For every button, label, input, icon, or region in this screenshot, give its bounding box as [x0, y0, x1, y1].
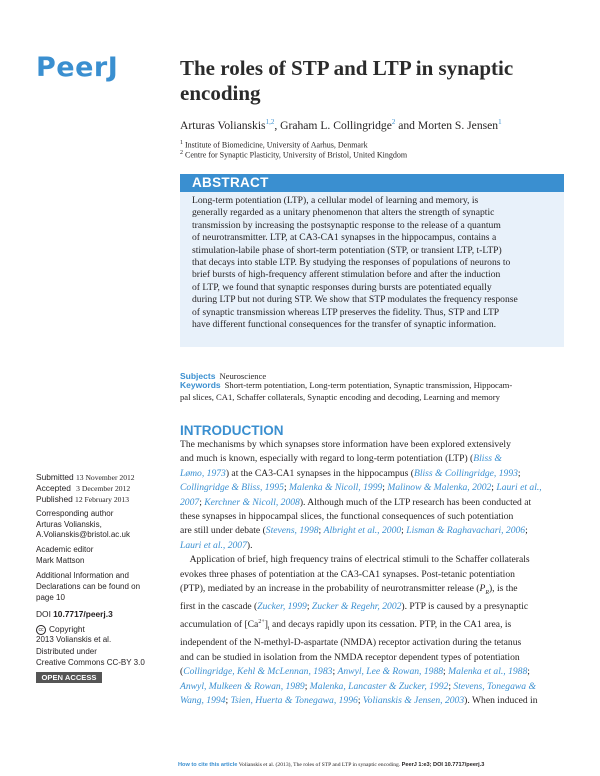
- additional-info-line[interactable]: Declarations can be found on: [36, 582, 141, 591]
- citation-link[interactable]: Zucker & Regehr, 2002: [311, 601, 402, 613]
- affil-sup: 2: [180, 150, 183, 156]
- citation-link[interactable]: Bliss &: [473, 453, 502, 465]
- citation-link[interactable]: Zucker, 1999: [257, 601, 307, 613]
- open-access-badge: OPEN ACCESS: [36, 672, 102, 683]
- abstract-line: Long-term potentiation (LTP), a cellular model of learning and memory, is: [192, 195, 479, 206]
- abstract-line: stimulation-labile phase of short-term potentiation (STP, or transient LTP, t-LTP): [192, 244, 502, 256]
- citation-link[interactable]: Malenka & Nicoll, 1999: [289, 482, 383, 494]
- citation-link[interactable]: Wang, 1994: [180, 694, 226, 706]
- abstract-text: [192, 195, 554, 331]
- author-list: Arturas Volianskis$^{1,2}$, Graham L. Collingridge$^2$ and Morten S. Jensen$^1$: [180, 118, 502, 132]
- academic-editor-label: Academic editor: [36, 545, 94, 554]
- license-line: Distributed under: [36, 647, 97, 656]
- doi: [36, 609, 113, 619]
- peerj-logo: PeerJ: [36, 52, 119, 83]
- academic-editor-name: Mark Mattson: [36, 556, 85, 565]
- citation-link[interactable]: Lømo, 1973: [180, 467, 226, 479]
- published-value: 12 February 2013: [75, 495, 130, 504]
- submitted-date: [36, 472, 135, 482]
- citation-link[interactable]: Malenka et al., 1988: [448, 666, 528, 678]
- copyright: [36, 624, 85, 635]
- citation-link[interactable]: Stevens, 1998: [265, 525, 319, 537]
- keywords-label: Keywords: [180, 380, 221, 390]
- published-date: [36, 494, 129, 504]
- keywords-line: pal slices, CA1, Schaffer collaterals, Synaptic encoding and decoding, Learning and memory: [180, 391, 500, 402]
- affiliation: [180, 140, 368, 150]
- published-label: Published: [36, 494, 73, 504]
- abstract-line: of synaptic transmission whereas LTP preserves the fidelity. Thus, STP and LTP: [192, 306, 500, 318]
- abstract-header: [180, 174, 564, 192]
- doi-label: DOI: [36, 609, 51, 619]
- corresponding-author-name: Arturas Volianskis,: [36, 520, 102, 529]
- author-affil-sup: 1: [498, 118, 502, 126]
- abstract-line: of neurotransmitter. LTP, at CA3-CA1 synapses in the hippocampus, contains a: [192, 232, 497, 244]
- abstract-line: have different functional consequences for the transfer of synaptic information.: [192, 319, 497, 331]
- additional-info-line[interactable]: page 10: [36, 593, 65, 602]
- accepted-value: 3 December 2012: [76, 484, 131, 493]
- author-name[interactable]: Graham L. Collingridge: [280, 118, 392, 132]
- affil-text: Centre for Synaptic Plasticity, University of Bristol, United Kingdom: [185, 150, 408, 160]
- citation-link[interactable]: Collingridge & Bliss, 1995: [180, 482, 284, 494]
- citation-link[interactable]: Collingridge, Kehl & McLennan, 1983: [183, 666, 333, 678]
- author-affil-sup: 2: [391, 118, 396, 126]
- submitted-value: 13 November 2012: [75, 473, 135, 482]
- citation-link[interactable]: Albright et al., 2000: [323, 525, 402, 537]
- copyright-label: Copyright: [49, 624, 85, 634]
- copyright-holders: 2013 Volianskis et al.: [36, 635, 112, 644]
- citation-link[interactable]: Malinow & Malenka, 2002: [387, 482, 492, 494]
- corresponding-author-email[interactable]: A.Volianskis@bristol.ac.uk: [36, 530, 130, 539]
- license-link[interactable]: Creative Commons CC-BY 3.0: [36, 658, 145, 667]
- cite-journal[interactable]: PeerJ 1:e3; DOI 10.7717/peerj.3: [401, 762, 485, 768]
- doi-value[interactable]: 10.7717/peerj.3: [53, 609, 113, 619]
- citation-link[interactable]: Lauri et al., 2007: [180, 539, 247, 551]
- abstract-line: that decays into stable LTP. By studying the responses of populations of neurons to: [192, 257, 511, 269]
- subjects-label: Subjects: [180, 371, 216, 381]
- cite-label: How to cite this article: [178, 762, 238, 768]
- citation-link[interactable]: 2007: [180, 496, 200, 508]
- subjects-value[interactable]: Neuroscience: [219, 371, 267, 381]
- citation-link[interactable]: Bliss & Collingridge, 1993: [413, 467, 518, 479]
- abstract-heading: ABSTRACT: [192, 175, 269, 190]
- citation-link[interactable]: Lauri et al.,: [496, 482, 542, 494]
- abstract-line: generally regarded as a unitary phenomenon that alters the strength of synaptic: [192, 207, 495, 219]
- page-footer: [178, 762, 484, 768]
- accepted-label: Accepted: [36, 483, 71, 493]
- abstract-line: during LTP but not during STP. We show that STP modulates the frequency response: [192, 294, 518, 306]
- affiliation: [180, 150, 407, 160]
- additional-info-line[interactable]: Additional Information and: [36, 571, 129, 580]
- abstract-line: transmission by increasing the postsynaptic response to the release of a quantum: [192, 219, 501, 231]
- submitted-label: Submitted: [36, 472, 74, 482]
- section-heading-introduction: INTRODUCTION: [180, 423, 284, 438]
- keywords: [180, 378, 564, 403]
- citation-link[interactable]: Tsien, Huerta & Tonegawa, 1996: [230, 694, 358, 706]
- affil-text: Institute of Biomedicine, University of Aarhus, Denmark: [185, 140, 368, 150]
- accepted-date: [36, 483, 130, 493]
- keywords-line: Short-term potentiation, Long-term potentiation, Synaptic transmission, Hippocam-: [224, 380, 513, 390]
- cite-text: Volianskis et al. (2013), The roles of STP and LTP in synaptic encoding.: [238, 762, 401, 768]
- citation-link[interactable]: Malenka, Lancaster & Zucker, 1992: [309, 680, 449, 692]
- corresponding-author-label: Corresponding author: [36, 509, 114, 518]
- article-title: The roles of STP and LTP in synaptic encoding: [180, 56, 514, 105]
- abstract-line: brief bursts of high-frequency afferent stimulation before and after the induction: [192, 269, 501, 281]
- copyright-cc-icon: cc: [36, 625, 46, 635]
- citation-link[interactable]: Lisman & Raghavachari, 2006: [406, 525, 526, 537]
- citation-link[interactable]: Anwyl, Lee & Rowan, 1988: [337, 666, 444, 678]
- citation-link[interactable]: Volianskis & Jensen, 2003: [362, 694, 465, 706]
- citation-link[interactable]: Stevens, Tonegawa &: [453, 680, 536, 692]
- abstract-line: of LTP, we found that synaptic responses during bursts are potentiated equally: [192, 281, 492, 293]
- citation-link[interactable]: Kerchner & Nicoll, 2008: [204, 496, 300, 508]
- citation-link[interactable]: Anwyl, Mulkeen & Rowan, 1989: [180, 680, 305, 692]
- author-affil-sup: 1,2: [265, 118, 275, 126]
- author-name[interactable]: Arturas Volianskis: [180, 118, 266, 132]
- introduction-body: The mechanisms by which synapses store information have been explored extensively and much is known, especially with regard to long-term potentiation (LTP) (Bliss & Lømo, 1973) at the CA3-CA1 synapses in the hippocampus (Bliss & Collingridge, 1993; Collingridge & Bliss, 1995; Malenka & Nicoll, 1999; Malinow & Malenka, 2002; Lauri et al., 2007; Kerchner & Nicoll, 2008). Although much of the LTP research has been conducted at these synapses in hippocampal slices, the functional consequences of such potentiation are still under debate (Stevens, 1998; Albright et al., 2000; Lisman & Raghavachari, 2006; Lauri et al., 2007). Application of brief, high frequency trains of electrical stimuli to the Schaffer collaterals evokes three phases of potentiation at the CA3-CA1 synapses. Post-tetanic potentiation (PTP), mediated by an increase in the probability of neurotransmitter release $(P_R)$, is the first in the cascade (Zucker, 1999; Zucker & Regehr, 2002). PTP is caused by a presynaptic accumulation of $[Ca^{2+}]_i$ and decays rapidly upon its cessation. PTP, in the CA1 area, is independent of the N-methyl-D-aspartate (NMDA) receptor activation during the tetanus and can be studied in isolation from the NMDA receptor dependent types of potentiation (Collingridge, Kehl & McLennan, 1983; Anwyl, Lee & Rowan, 1988; Malenka et al., 1988; Anwyl, Mulkeen & Rowan, 1989; Malenka, Lancaster & Zucker, 1992; Stevens, Tonegawa & Wang, 1994; Tsien, Huerta & Tonegawa, 1996; Volianskis & Jensen, 2003). When induced in: [180, 439, 542, 706]
- author-name[interactable]: Morten S. Jensen: [417, 118, 499, 132]
- affil-sup: 1: [180, 140, 183, 146]
